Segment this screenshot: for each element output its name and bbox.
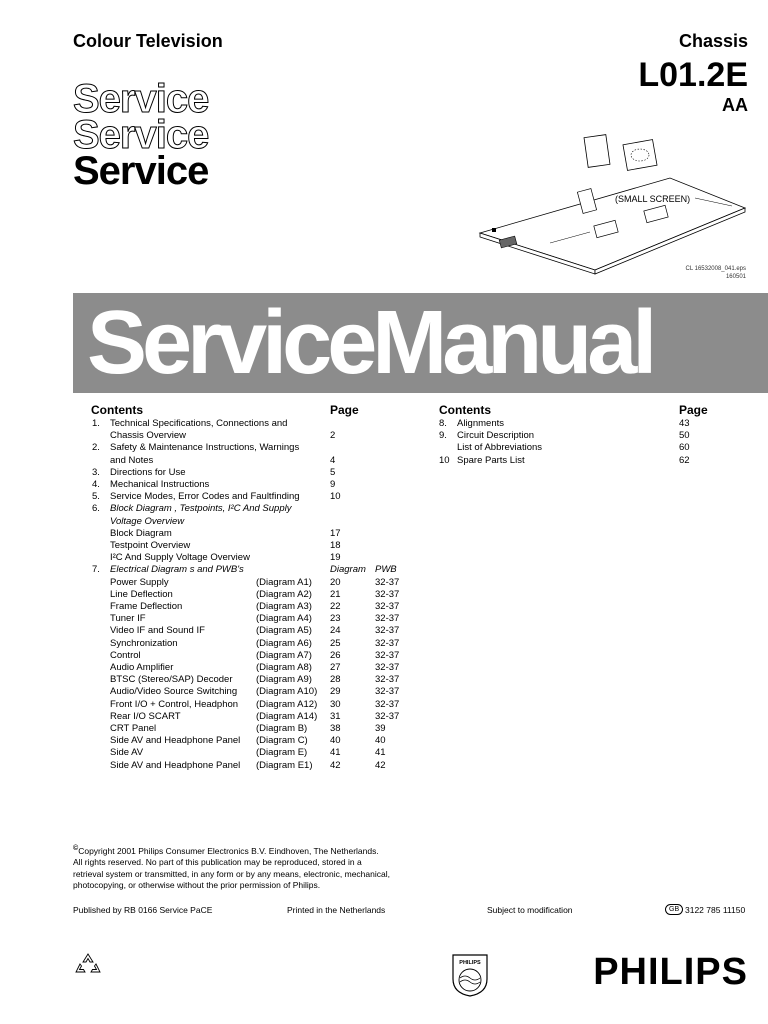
toc-right-page-heading: Page (679, 403, 708, 417)
toc-left-diagram-ref: (Diagram A2) (256, 588, 312, 600)
toc-left-number: 7. (92, 564, 100, 576)
toc-left-page: 24 (330, 625, 341, 637)
toc-left-entry-title: Video IF and Sound IF (110, 625, 205, 637)
figure-caption (686, 265, 747, 281)
shield-text: PHILIPS (459, 960, 481, 966)
recycle-icon (74, 952, 102, 978)
toc-left-page: 19 (330, 552, 341, 564)
toc-left-page: 22 (330, 601, 341, 612)
toc-left-number: 1. (92, 418, 100, 429)
toc-left-page: 42 (330, 759, 341, 771)
toc-left-diagram-ref: (Diagram C) (256, 735, 308, 747)
toc-left-entry-title: Front I/O + Control, Headphon (110, 698, 239, 710)
toc-left-number: 3. (92, 466, 100, 478)
toc-left-pwb: 40 (375, 735, 386, 747)
toc-right-entry-title: Circuit Description (457, 430, 535, 442)
service-word-outline-2: Service (73, 113, 209, 157)
toc-left-entry-title: CRT Panel (110, 723, 157, 734)
toc-left-page: 31 (330, 710, 341, 722)
toc-left-pwb: 39 (375, 723, 386, 734)
toc-left-entry-title: Synchronization (110, 637, 178, 649)
toc-left-diagram-ref: (Diagram E1) (256, 759, 313, 771)
toc-left-pwb: 32-37 (375, 662, 400, 673)
toc-left-pwb: 32-37 (375, 674, 400, 686)
toc-left-page: 25 (330, 637, 341, 649)
toc-left-entry-title: Side AV and Headphone Panel (110, 759, 241, 771)
toc-left-page: 2 (330, 430, 336, 442)
toc-left-entry-title: Side AV and Headphone Panel (110, 735, 241, 747)
toc-left-diagram-ref: (Diagram A4) (256, 613, 312, 625)
toc-left-pwb: 32-37 (375, 686, 400, 698)
toc-left-entry-title: Directions for Use (110, 466, 186, 478)
toc-left-diagram-ref: (Diagram A6) (256, 637, 312, 649)
copyright-line-1: Copyright 2001 Philips Consumer Electronics B.V. Eindhoven, The Netherlands. (78, 845, 379, 856)
toc-left-diagram-ref: (Diagram A3) (256, 601, 312, 612)
toc-left-pwb: PWB (375, 564, 397, 576)
toc-left-entry-title: Tuner IF (110, 613, 146, 625)
toc-left-page: 38 (330, 723, 341, 734)
toc-left-entry-title: Mechanical Instructions (110, 479, 210, 490)
toc-right-page: 60 (679, 442, 690, 454)
toc-right-entry-title: Spare Parts List (457, 454, 525, 466)
toc-left-entry-title: Frame Deflection (110, 601, 183, 612)
product-category: Colour Television (73, 31, 223, 51)
toc-left-page: 23 (330, 613, 341, 625)
toc-left-entry-title: Line Deflection (110, 588, 173, 600)
toc-left-entry-title: Electrical Diagram s and PWB's (110, 564, 244, 576)
toc-left-pwb: 32-37 (375, 649, 400, 661)
philips-logo: PHILIPS (593, 951, 748, 993)
toc-left-diagram-ref: (Diagram A7) (256, 649, 312, 661)
footer-code: 3122 785 11150 (685, 905, 746, 915)
footer-subject: Subject to modification (487, 905, 573, 915)
philips-shield-icon (451, 953, 489, 997)
toc-right-number: 9. (439, 430, 447, 442)
toc-left-entry-title: and Notes (110, 454, 154, 466)
toc-left-entry-title: Block Diagram , Testpoints, I²C And Supply (110, 503, 292, 515)
toc-right-page: 43 (679, 418, 690, 429)
service-word-outline-1: Service (73, 77, 209, 121)
toc-left-diagram-ref: (Diagram A12) (256, 698, 318, 710)
toc-left-page: 21 (330, 588, 341, 600)
toc-left-pwb: 41 (375, 747, 386, 759)
toc-left-pwb: 32-37 (375, 710, 400, 722)
toc-left-page: 28 (330, 674, 341, 686)
toc-left-entry-title: Block Diagram (110, 527, 172, 539)
copyright-notice (73, 843, 413, 892)
toc-left-entry-title: Service Modes, Error Codes and Faultfinding (110, 491, 300, 503)
chassis-sub: AA (722, 95, 748, 115)
toc-left-entry-title: Audio/Video Source Switching (110, 686, 238, 698)
toc-left-diagram-ref: (Diagram A9) (256, 674, 312, 686)
toc-left-entry-title: Power Supply (110, 576, 169, 588)
toc-left-pwb: 32-37 (375, 601, 400, 612)
toc-left-entry-title: Side AV (110, 747, 144, 759)
toc-left-heading: Contents (91, 403, 143, 417)
toc-right-entry-title: List of Abbreviations (457, 442, 543, 454)
toc-left-entry-title: I²C And Supply Voltage Overview (110, 552, 250, 564)
toc-left-entry-title: Testpoint Overview (110, 540, 191, 551)
toc-left-page: 18 (330, 540, 341, 551)
toc-left-entry-title: Voltage Overview (110, 515, 185, 527)
board-label: (SMALL SCREEN) (615, 194, 691, 204)
toc-left-page: Diagram (330, 564, 366, 576)
toc-left-page: 41 (330, 747, 341, 759)
toc-left-number: 4. (92, 479, 100, 490)
toc-left-page: 40 (330, 735, 341, 747)
toc-right-page: 50 (679, 430, 690, 442)
toc-left-page: 26 (330, 649, 341, 661)
chassis-code: L01.2E (638, 56, 748, 94)
toc-left-pwb: 32-37 (375, 613, 400, 625)
toc-left-pwb: 32-37 (375, 588, 400, 600)
toc-left-entry-title: Control (110, 649, 141, 661)
toc-right-number: 8. (439, 418, 447, 429)
toc-left-page: 4 (330, 454, 336, 466)
toc-left-page: 9 (330, 479, 336, 490)
figure-caption-line1: CL 16532008_041.eps (685, 266, 746, 272)
toc-left-number: 5. (92, 491, 100, 503)
toc-left-diagram-ref: (Diagram E) (256, 747, 308, 759)
toc-left-page-heading: Page (330, 403, 359, 417)
toc-left-diagram-ref: (Diagram A5) (256, 625, 312, 637)
toc-left-entry-title: Chassis Overview (110, 430, 187, 442)
toc-right-number: 10 (439, 454, 450, 466)
toc-left-page: 17 (330, 527, 341, 539)
chassis-board-illustration (470, 128, 760, 278)
copyright-line-3: retrieval system or transmitted, in any form or by any means, electronic, mechanical, (73, 868, 390, 879)
toc-left-pwb: 32-37 (375, 698, 400, 710)
toc-left-entry-title: BTSC (Stereo/SAP) Decoder (110, 674, 233, 686)
banner-title: ServiceManual (87, 293, 653, 393)
toc-left-number: 2. (92, 442, 100, 454)
toc-left-page: 29 (330, 686, 341, 698)
toc-left-entry-title: Audio Amplifier (110, 662, 174, 673)
toc-left-entry-title: Technical Specifications, Connections and (110, 418, 288, 429)
toc-left-pwb: 32-37 (375, 576, 400, 588)
service-manual-banner (73, 293, 768, 393)
copyright-line-4: photocopying, or otherwise without the prior permission of Philips. (73, 880, 321, 891)
toc-left-pwb: 42 (375, 759, 386, 771)
toc-left-pwb: 32-37 (375, 637, 400, 649)
toc-left-diagram-ref: (Diagram A10) (256, 686, 318, 698)
toc-left-diagram-ref: (Diagram B) (256, 723, 308, 734)
toc-left-diagram-ref: (Diagram A8) (256, 662, 312, 673)
toc-right-page: 62 (679, 454, 690, 466)
toc-left-page: 20 (330, 576, 341, 588)
chassis-label: Chassis (678, 31, 748, 51)
toc-left-page: 5 (330, 466, 336, 478)
figure-caption-line2: 160501 (725, 274, 746, 280)
toc-left-page: 10 (330, 491, 341, 503)
toc-right-entry-title: Alignments (457, 418, 504, 429)
toc-left-entry-title: Safety & Maintenance Instructions, Warnings (110, 442, 300, 454)
toc-left-diagram-ref: (Diagram A14) (256, 710, 318, 722)
footer-printed: Printed in the Netherlands (287, 905, 386, 915)
toc-left-entry-title: Rear I/O SCART (110, 710, 181, 722)
toc-right-heading: Contents (439, 403, 491, 417)
footer-published: Published by RB 0166 Service PaCE (73, 905, 213, 915)
toc-left-page: 30 (330, 698, 341, 710)
toc-left-pwb: 32-37 (375, 625, 400, 637)
service-word-solid: Service (73, 149, 209, 193)
toc-left-number: 6. (92, 503, 100, 515)
toc-left-page: 27 (330, 662, 341, 673)
copyright-line-2: All rights reserved. No part of this publication may be reproduced, stored in a (73, 857, 362, 868)
copyright-symbol: © (73, 844, 79, 852)
language-badge: GB (665, 904, 683, 915)
toc-left-diagram-ref: (Diagram A1) (256, 576, 312, 588)
